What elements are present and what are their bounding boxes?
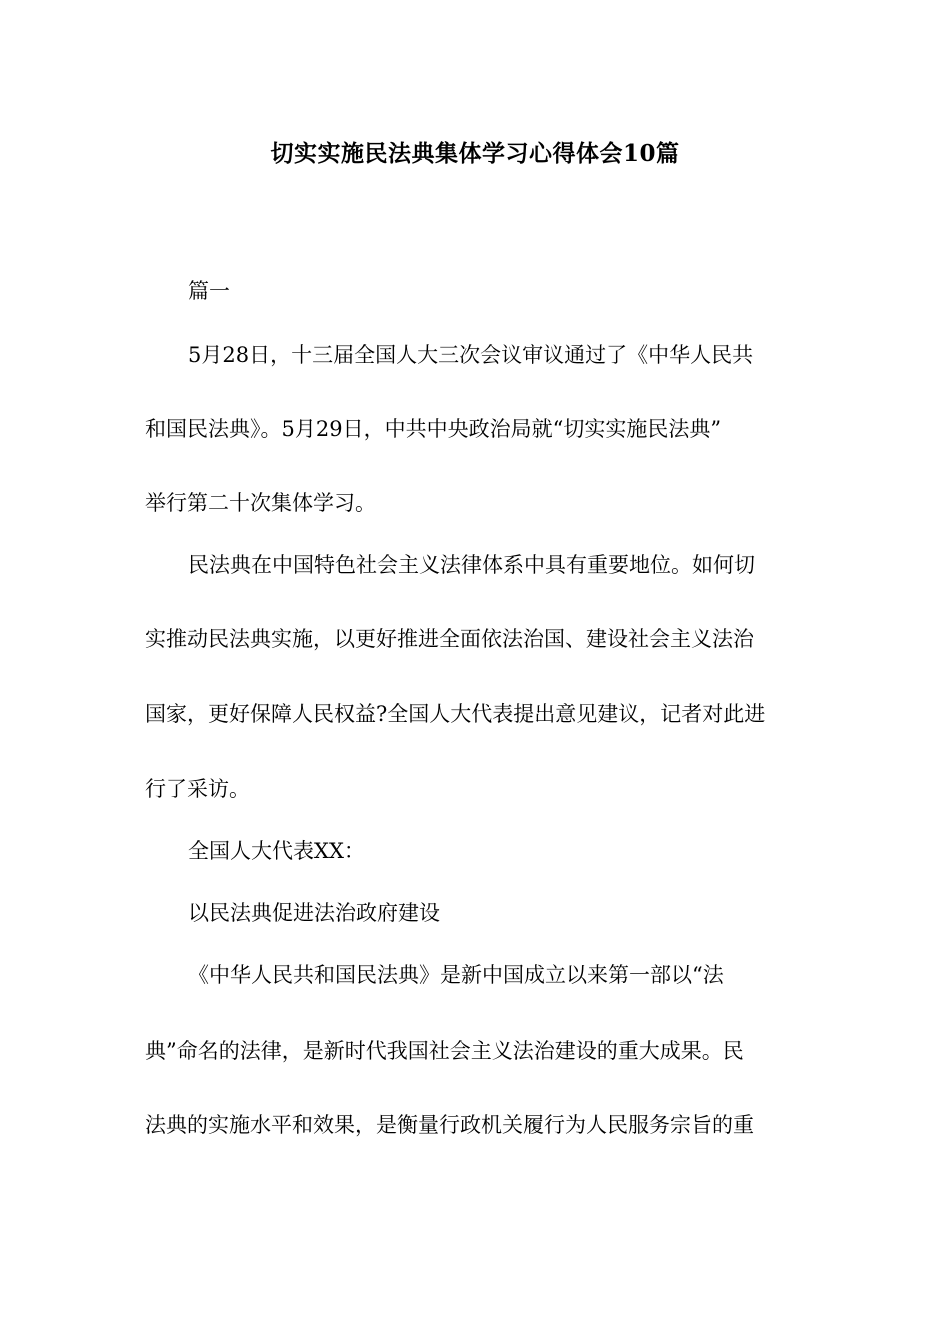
paragraph-line: 国家，更好保障人民权益?全国人大代表提出意见建议，记者对此进 (145, 702, 766, 726)
paragraph-line: 和国民法典》。5月29日，中共中央政治局就“切实实施民法典” (145, 417, 722, 441)
paragraph-line: 实推动民法典实施，以更好推进全面依法治国、建设社会主义法治 (145, 627, 754, 651)
paragraph-line: 《中华人民共和国民法典》是新中国成立以来第一部以“法 (188, 963, 724, 987)
paragraph-line: 行了采访。 (145, 777, 250, 801)
section-heading: 篇一 (188, 279, 230, 303)
paragraph-line: 举行第二十次集体学习。 (145, 491, 376, 515)
paragraph-line: 民法典在中国特色社会主义法律体系中具有重要地位。如何切 (188, 553, 755, 577)
document-title: 切实实施民法典集体学习心得体会10篇 (270, 140, 680, 167)
paragraph-line: 全国人大代表XX： (188, 839, 365, 863)
paragraph-line: 法典的实施水平和效果，是衡量行政机关履行为人民服务宗旨的重 (145, 1113, 754, 1137)
paragraph-line: 以民法典促进法治政府建设 (188, 901, 440, 925)
paragraph-line: 5月28日，十三届全国人大三次会议审议通过了《中华人民共 (188, 343, 754, 367)
paragraph-line: 典”命名的法律，是新时代我国社会主义法治建设的重大成果。民 (145, 1039, 744, 1063)
